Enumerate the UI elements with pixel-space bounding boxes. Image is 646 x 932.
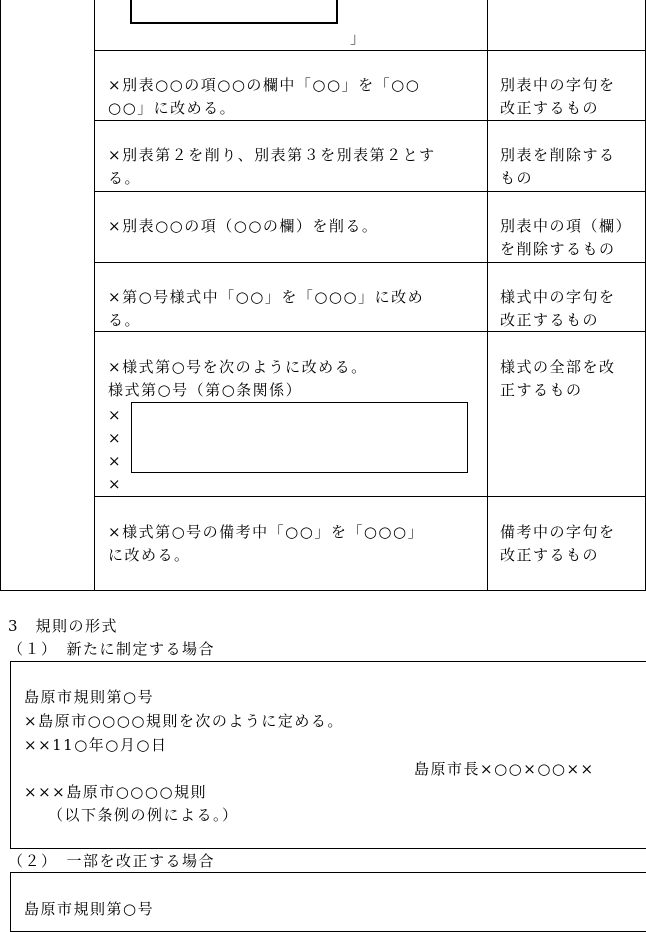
example-1-note: （以下条例の例による。） <box>48 806 239 824</box>
row-4-description-line-2: 改正するもの <box>500 311 600 329</box>
row-divider <box>94 120 646 121</box>
table-divider-2 <box>487 0 488 591</box>
row-5-mark: × <box>108 475 123 493</box>
row-5-mark: × <box>108 406 123 424</box>
subsection-1-heading: （１） 新たに制定する場合 <box>8 640 216 658</box>
example-1-date: ××11○年○月○日 <box>24 736 168 754</box>
row-5-instruction-line-1: ×様式第○号を次のように改める。 <box>108 358 368 376</box>
row-4-description-line-1: 様式中の字句を <box>500 288 616 306</box>
cropped-form-box <box>130 0 338 24</box>
row-2-description-line-2: もの <box>500 169 534 187</box>
table-border-bottom <box>0 590 646 591</box>
row-3-description-line-2: を削除するもの <box>500 240 616 258</box>
row-1-description-line-2: 改正するもの <box>500 99 600 117</box>
row-6-description-line-1: 備考中の字句を <box>500 523 616 541</box>
row-6-description-line-2: 改正するもの <box>500 546 600 564</box>
row-5-instruction-line-2: 様式第○号（第○条関係） <box>108 381 303 399</box>
row-1-description-line-1: 別表中の字句を <box>500 76 616 94</box>
row-divider <box>94 191 646 192</box>
example-1-rule-number: 島原市規則第○号 <box>24 688 155 706</box>
row-5-description-line-1: 様式の全部を改 <box>500 358 616 376</box>
bracket-close: 」 <box>350 29 367 47</box>
row-6-instruction-line-2: に改める。 <box>108 546 191 564</box>
row-3-description-line-1: 別表中の項（欄） <box>500 217 633 235</box>
example-2-rule-number: 島原市規則第○号 <box>24 900 155 918</box>
row-6-instruction-line-1: ×様式第○号の備考中「○○」を「○○○」 <box>108 523 425 541</box>
row-3-instruction-line-1: ×別表○○の項（○○の欄）を削る。 <box>108 217 379 235</box>
example-1-rule-title: ×××島原市○○○○規則 <box>24 783 208 801</box>
row-divider <box>94 50 646 51</box>
form-placeholder-box <box>131 402 468 473</box>
row-1-instruction-line-2: ○○」に改める。 <box>108 99 237 117</box>
row-5-mark: × <box>108 429 123 447</box>
example-1-signature: 島原市長×○○×○○×× <box>414 760 595 778</box>
row-4-instruction-line-1: ×第○号様式中「○○」を「○○○」に改め <box>108 288 425 306</box>
row-5-description-line-2: 正するもの <box>500 381 583 399</box>
row-2-description-line-1: 別表を削除する <box>500 146 616 164</box>
example-1-enactment: ×島原市○○○○規則を次のように定める。 <box>24 712 344 730</box>
table-border-left <box>0 0 1 591</box>
row-4-instruction-line-2: る。 <box>108 311 142 329</box>
row-1-instruction-line-1: ×別表○○の項○○の欄中「○○」を「○○ <box>108 76 421 94</box>
row-5-mark: × <box>108 452 123 470</box>
table-divider-1 <box>94 0 95 591</box>
row-divider <box>94 496 646 497</box>
subsection-2-heading: （２） 一部を改正する場合 <box>8 852 216 870</box>
row-2-instruction-line-1: ×別表第２を削り、別表第３を別表第２とす <box>108 146 436 164</box>
section-3-heading: 3 規則の形式 <box>8 617 119 635</box>
row-divider <box>94 262 646 263</box>
row-2-instruction-line-2: る。 <box>108 169 142 187</box>
